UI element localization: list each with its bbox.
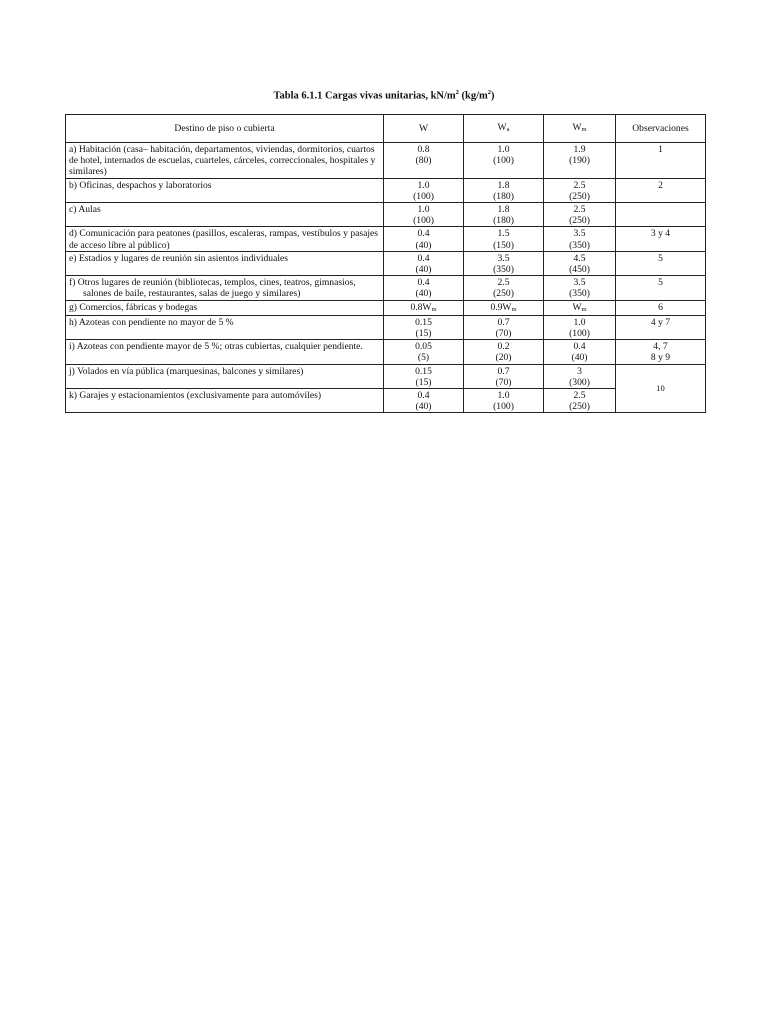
value-kg: (100) — [413, 190, 434, 202]
cell-observaciones: 4 y 7 — [616, 315, 706, 339]
value-kg: (100) — [493, 401, 514, 413]
value-kg: (40) — [415, 401, 432, 413]
cell-wm — [544, 227, 616, 251]
value-kg: (350) — [569, 239, 590, 251]
value-kn: 1.5 — [497, 228, 510, 240]
value-kn: 2.5 — [573, 390, 586, 402]
cell-destino: b) Oficinas, despachos y laboratorios — [66, 178, 384, 202]
value-kg: (70) — [495, 376, 512, 388]
value-kg: (15) — [415, 328, 432, 340]
cell-observaciones: 3 y 4 — [616, 227, 706, 251]
cell-observaciones: 1 — [616, 143, 706, 179]
cell-wa — [464, 389, 544, 413]
value-kg: (80) — [415, 155, 432, 167]
cell-wa — [464, 143, 544, 179]
value-kn: 0.4 — [417, 390, 430, 402]
value-kg: (190) — [569, 155, 590, 167]
value-factor: W — [572, 301, 582, 313]
cell-wa — [464, 276, 544, 300]
cell-destino — [66, 340, 384, 364]
value-kn: 0.4 — [417, 277, 430, 289]
value-kg: (300) — [569, 376, 590, 388]
value-sub: m — [581, 305, 587, 313]
table-row — [66, 178, 706, 202]
obs-line: 8 y 9 — [650, 352, 671, 364]
table-row — [66, 227, 706, 251]
value-kn: 1.0 — [497, 144, 510, 155]
cell-destino: e) Estadios y lugares de reunión sin asientos individuales — [66, 251, 384, 275]
cell-observaciones — [616, 340, 706, 364]
cell-w — [384, 227, 464, 251]
value-kn: 0.4 — [417, 228, 430, 240]
cell-wm — [544, 251, 616, 275]
value-kn: 1.9 — [573, 144, 586, 155]
value-kn: 0.7 — [497, 316, 510, 328]
value-sub: m — [431, 305, 437, 313]
cell-observaciones: 2 — [616, 178, 706, 202]
cell-wm — [544, 389, 616, 413]
value-kn: 0.15 — [415, 365, 432, 377]
value-kn: 0.05 — [415, 341, 432, 353]
value-kg: (70) — [495, 328, 512, 340]
table-row — [66, 143, 706, 179]
value-kg: (350) — [569, 288, 590, 300]
value-kg: (20) — [495, 352, 512, 364]
cell-destino: a) Habitación (casa– habitación, departamentos, viviendas, dormitorios, cuartos de hotel, internados de escuelas, cuarteles, cárceles, correccionales, hospitales y similares) — [66, 143, 384, 179]
cell-wm — [544, 276, 616, 300]
value-kn: 1.8 — [497, 204, 510, 216]
cell-w — [384, 178, 464, 202]
cell-observaciones — [616, 364, 706, 413]
value-kn: 1.0 — [497, 390, 510, 402]
value-kn: 0.15 — [415, 316, 432, 328]
value-kg: (40) — [415, 264, 432, 276]
title-text-mid: (kg/m — [458, 90, 488, 102]
cell-destino: c) Aulas — [66, 203, 384, 227]
cell-destino: g) Comercios, fábricas y bodegas — [66, 300, 384, 315]
cell-w — [384, 389, 464, 413]
cell-wa — [464, 340, 544, 364]
cell-w — [384, 300, 464, 315]
cell-observaciones — [616, 203, 706, 227]
value-kn: 2.5 — [573, 179, 586, 191]
cell-wm — [544, 300, 616, 315]
title-superscript: 2 — [487, 89, 492, 96]
cell-destino: d) Comunicación para peatones (pasillos, escaleras, rampas, vestíbulos y pasajes de acceso libre al público) — [66, 227, 384, 251]
value-kn: 3 — [577, 365, 582, 377]
cell-wa — [464, 227, 544, 251]
value-kn: 3.5 — [497, 252, 510, 264]
cell-w — [384, 276, 464, 300]
value-kg: (450) — [569, 264, 590, 276]
value-kg: (5) — [417, 352, 430, 364]
value-kn: 1.8 — [497, 179, 510, 191]
cell-wm — [544, 203, 616, 227]
value-kn: 1.0 — [417, 179, 430, 191]
table-header-row — [66, 115, 706, 143]
value-sub: m — [511, 305, 517, 313]
value-kg: (15) — [415, 376, 432, 388]
cell-wa — [464, 203, 544, 227]
header-wm-sub: m — [581, 125, 587, 133]
value-kn: 0.2 — [497, 341, 510, 353]
value-kn: 0.4 — [573, 341, 586, 353]
value-kg: (100) — [493, 155, 514, 167]
value-kn: 1.0 — [573, 316, 586, 328]
value-factor: 0.8W — [410, 301, 432, 313]
table-row — [66, 251, 706, 275]
cell-w — [384, 203, 464, 227]
table-row — [66, 276, 706, 300]
value-kg: (350) — [493, 264, 514, 276]
table-row — [66, 389, 706, 413]
value-kn: 1.0 — [417, 204, 430, 216]
value-kg: (250) — [493, 288, 514, 300]
value-kn: 3.5 — [573, 277, 586, 289]
value-kg: (250) — [569, 215, 590, 227]
value-kn: 3.5 — [573, 228, 586, 240]
live-loads-table — [65, 114, 706, 413]
destino-text: i) Azoteas con pendiente mayor de 5 %; otras cubiertas, cualquier pendiente. — [69, 341, 363, 353]
value-kg: (150) — [493, 239, 514, 251]
cell-observaciones: 6 — [616, 300, 706, 315]
header-wa-base: W — [497, 121, 507, 133]
cell-destino — [66, 276, 384, 300]
value-kg: (40) — [415, 288, 432, 300]
header-w: W — [384, 115, 464, 143]
table-row — [66, 300, 706, 315]
cell-w — [384, 315, 464, 339]
value-kn: 0.8 — [417, 144, 430, 155]
cell-w — [384, 340, 464, 364]
title-text: Tabla 6.1.1 Cargas vivas unitarias, kN/m — [273, 90, 456, 102]
value-kn: 0.4 — [417, 252, 430, 264]
table-row — [66, 203, 706, 227]
value-factor: 0.9W — [490, 301, 512, 313]
destino-text: f) Otros lugares de reunión (bibliotecas, templos, cines, teatros, gimnasios, salones de baile, restaurantes, salas de juego y similares) — [69, 277, 356, 300]
header-destino: Destino de piso o cubierta — [66, 115, 384, 143]
obs-value: 10 — [656, 383, 665, 394]
header-wm — [544, 115, 616, 143]
value-kg: (180) — [493, 215, 514, 227]
table-row — [66, 315, 706, 339]
value-kg: (250) — [569, 190, 590, 202]
cell-w — [384, 251, 464, 275]
cell-destino: j) Volados en vía pública (marquesinas, balcones y similares) — [66, 364, 384, 388]
cell-w — [384, 143, 464, 179]
cell-destino: k) Garajes y estacionamientos (exclusivamente para automóviles) — [66, 389, 384, 413]
cell-wm — [544, 340, 616, 364]
header-wm-base: W — [572, 121, 582, 133]
table-title — [0, 86, 768, 104]
value-kn: 2.5 — [573, 204, 586, 216]
cell-wa — [464, 251, 544, 275]
table-row — [66, 340, 706, 364]
value-kn: 4.5 — [573, 252, 586, 264]
header-wa — [464, 115, 544, 143]
value-kn: 2.5 — [497, 277, 510, 289]
cell-w — [384, 364, 464, 388]
cell-wm — [544, 315, 616, 339]
value-kg: (250) — [569, 401, 590, 413]
cell-wa — [464, 315, 544, 339]
cell-wm — [544, 178, 616, 202]
table-row — [66, 364, 706, 388]
value-kg: (40) — [415, 239, 432, 251]
value-kg: (40) — [571, 352, 588, 364]
title-superscript: 2 — [455, 89, 459, 96]
value-kn: 0.7 — [497, 365, 510, 377]
cell-wm — [544, 143, 616, 179]
obs-line: 4, 7 — [653, 341, 668, 353]
value-kg: (100) — [413, 215, 434, 227]
header-observaciones: Observaciones — [616, 115, 706, 143]
cell-wa — [464, 364, 544, 388]
value-kg: (100) — [569, 328, 590, 340]
title-text-end: ) — [491, 90, 495, 102]
cell-destino: h) Azoteas con pendiente no mayor de 5 % — [66, 315, 384, 339]
cell-wa — [464, 178, 544, 202]
cell-wm — [544, 364, 616, 388]
cell-observaciones: 5 — [616, 251, 706, 275]
value-kg: (180) — [493, 190, 514, 202]
header-wa-sub: a — [506, 125, 510, 133]
cell-wa — [464, 300, 544, 315]
cell-observaciones: 5 — [616, 276, 706, 300]
